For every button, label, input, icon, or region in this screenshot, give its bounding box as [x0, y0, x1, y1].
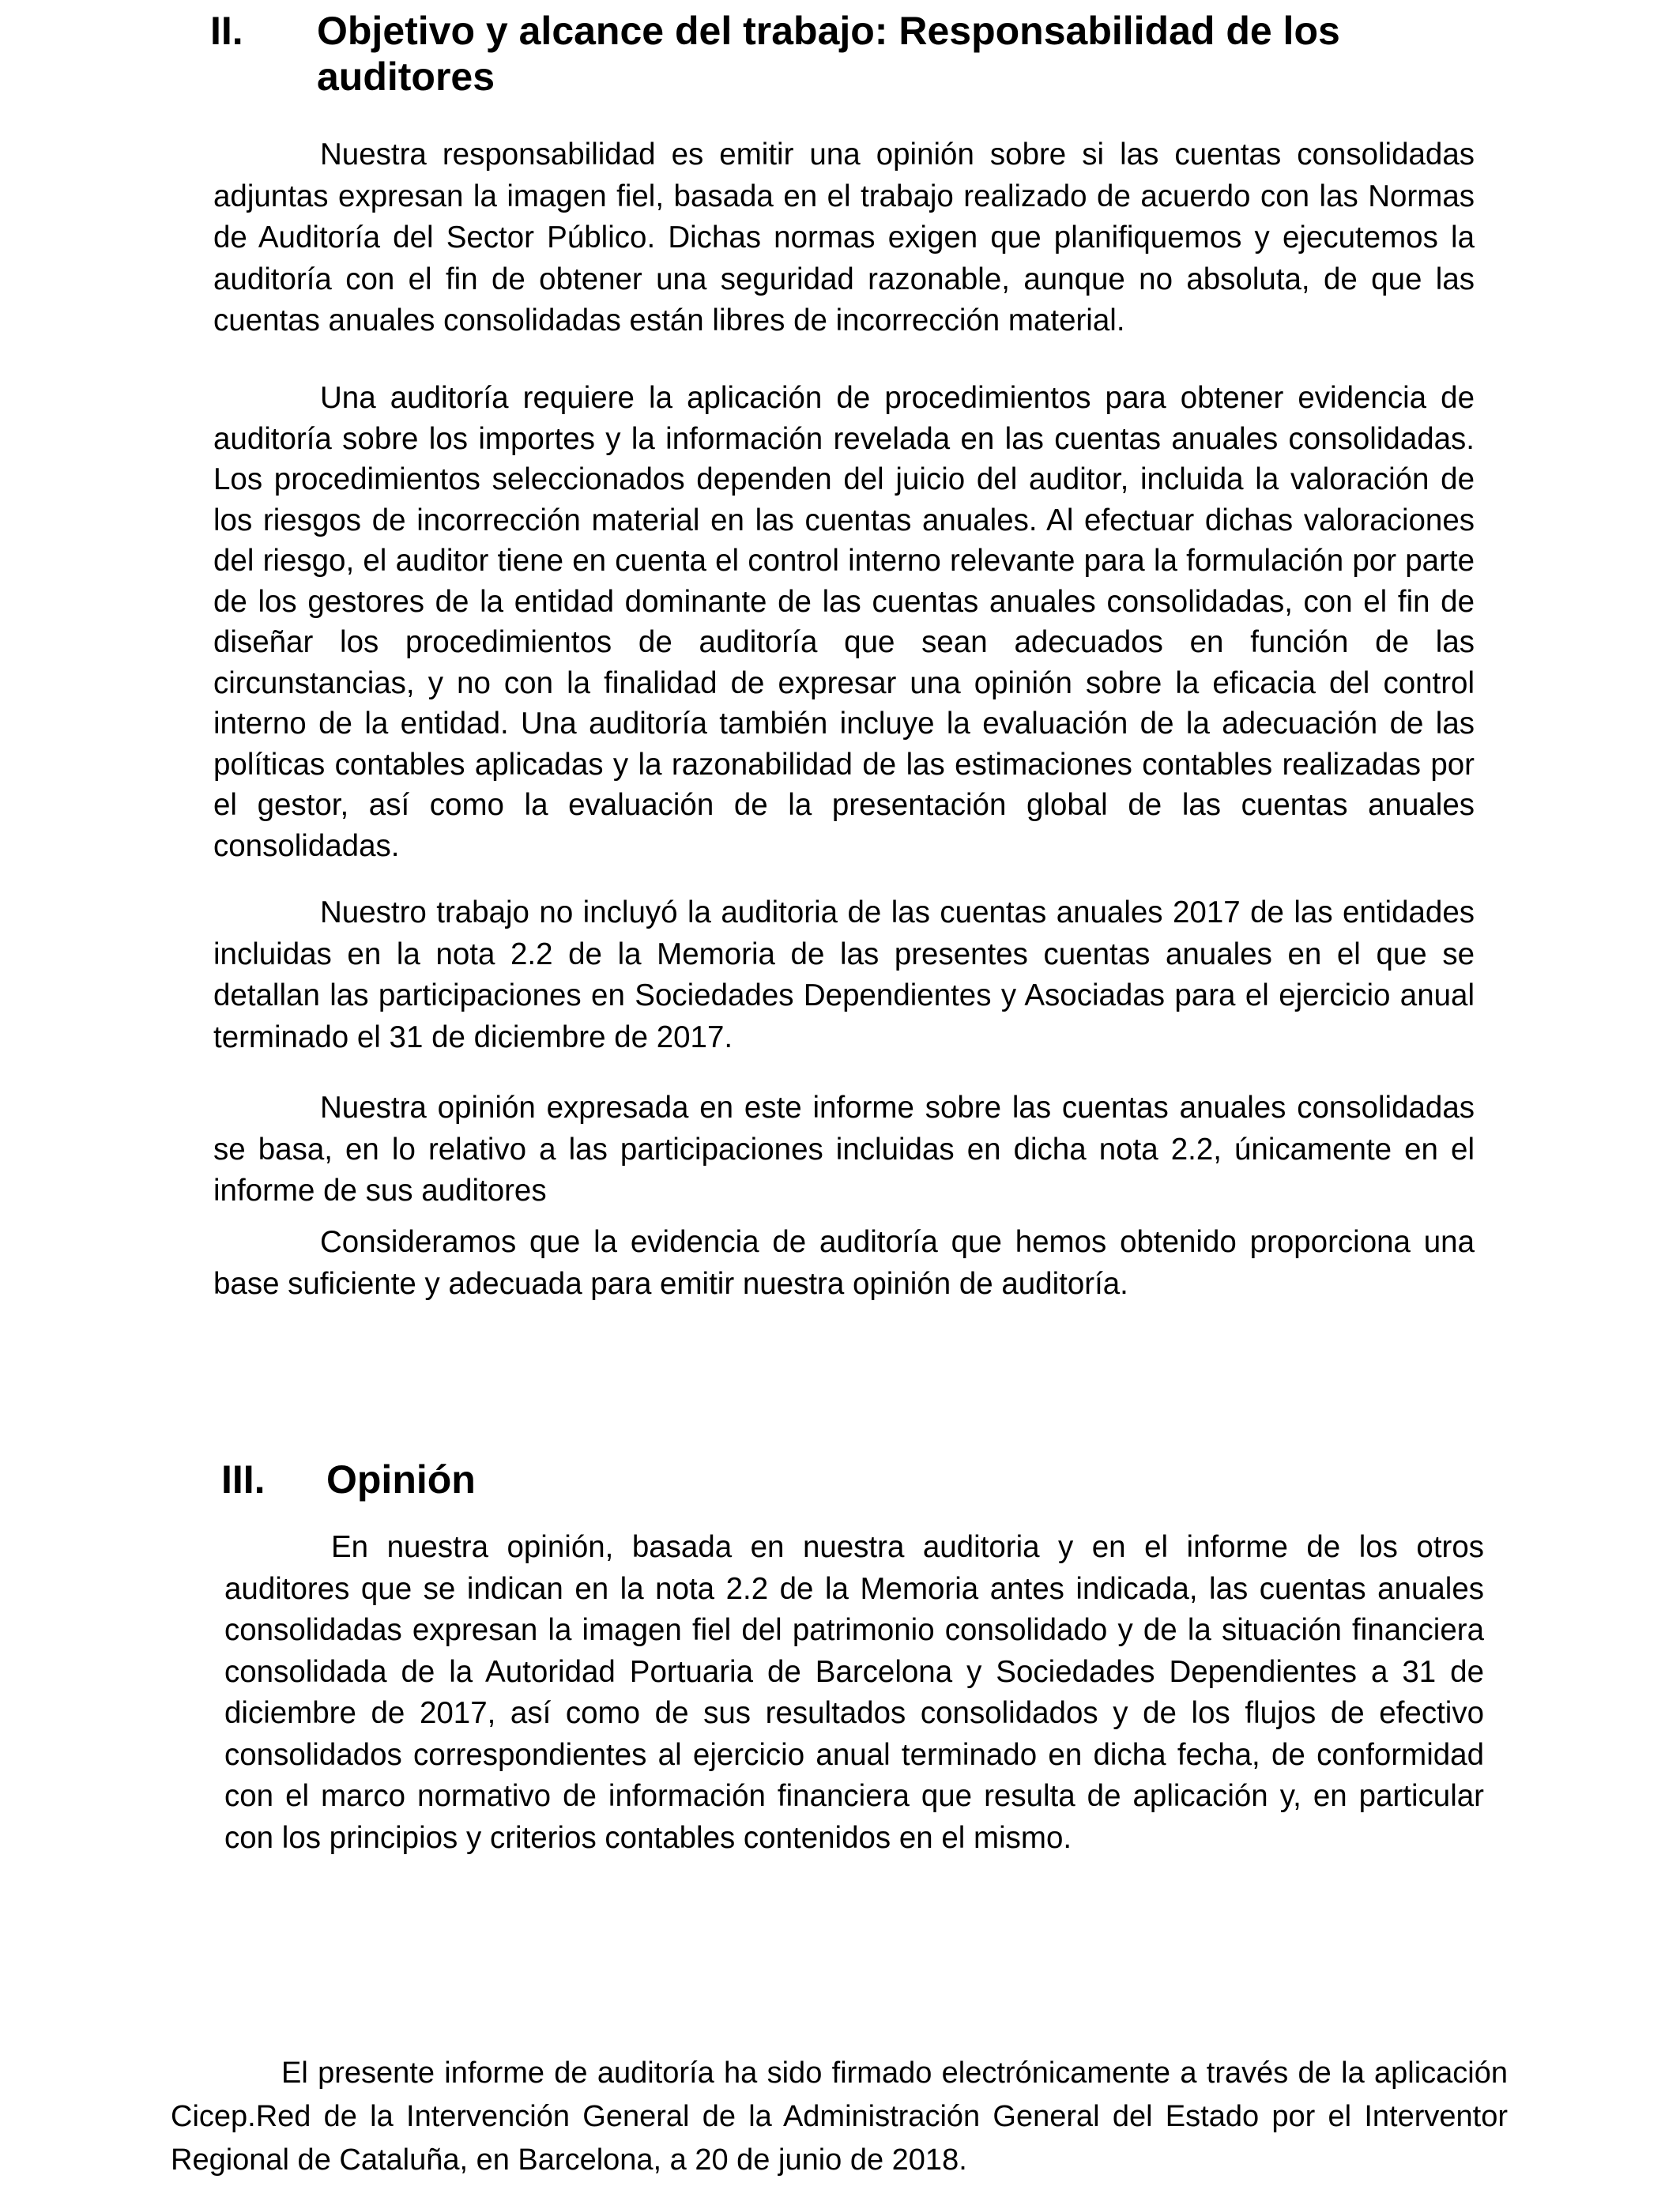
section-title: Opinión [326, 1457, 476, 1502]
signature-footer: El presente informe de auditoría ha sido firmado electrónicamente a través de la aplicación Cicep.Red de la Intervención General de la Administración General del Estado por el Interventor Regional de Cataluña, en Barcelona, a 20 de junio de 2018. [171, 2056, 1508, 2177]
paragraph: Nuestro trabajo no incluyó la auditoria de las cuentas anuales 2017 de las entidades incluidas en la nota 2.2 de la Memoria de las presentes cuentas anuales en el que se detallan las participaciones en Sociedades Dependientes y Asociadas para el ejercicio anual terminado el 31 de diciembre de 2017. [213, 895, 1475, 1054]
paragraph: Una auditoría requiere la aplicación de procedimientos para obtener evidencia de auditoría sobre los importes y la información revelada en las cuentas anuales consolidadas. Los procedimientos seleccionados dependen del juicio del auditor, incluida la valoración de los riesgos de incorrección material en las cuentas anuales. Al efectuar dichas valoraciones del riesgo, el auditor tiene en cuenta el control interno relevante para la formulación por parte de los gestores de la entidad dominante de las cuentas anuales consolidadas, con el fin de diseñar los procedimientos de auditoría que sean adecuados en función de las circunstancias, y no con la finalidad de expresar una opinión sobre la eficacia del control interno de la entidad. Una auditoría también incluye la evaluación de la adecuación de las políticas contables aplicadas y la razonabilidad de las estimaciones contables realizadas por el gestor, así como la evaluación de la presentación global de las cuentas anuales consolidadas. [213, 381, 1475, 863]
paragraph: Nuestra responsabilidad es emitir una opinión sobre si las cuentas consolidadas adjuntas expresan la imagen fiel, basada en el trabajo realizado de acuerdo con las Normas de Auditoría del Sector Público. Dichas normas exigen que planifiquemos y ejecutemos la auditoría con el fin de obtener una seguridad razonable, aunque no absoluta, de que las cuentas anuales consolidadas están libres de incorrección material. [213, 138, 1475, 337]
paragraph: Nuestra opinión expresada en este informe sobre las cuentas anuales consolidadas se basa, en lo relativo a las participaciones incluidas en dicha nota 2.2, únicamente en el informe de sus auditores [213, 1091, 1475, 1208]
section-heading [221, 1457, 1486, 1502]
section-number: II. [210, 9, 243, 53]
opinion-paragraph: En nuestra opinión, basada en nuestra auditoria y en el informe de los otros auditores que se indican en la nota 2.2 de la Memoria antes indicada, las cuentas anuales consolidadas expresan la imagen fiel del patrimonio consolidado y de la situación financiera consolidada de la Autoridad Portuaria de Barcelona y Sociedades Dependientes a 31 de diciembre de 2017, así como de sus resultados consolidados y de los flujos de efectivo consolidados correspondientes al ejercicio anual terminado en dicha fecha, de conformidad con el marco normativo de información financiera que resulta de aplicación y, en particular con los principios y criterios contables contenidos en el mismo. [224, 1530, 1484, 1855]
section-heading [210, 8, 1490, 100]
paragraph: Consideramos que la evidencia de auditoría que hemos obtenido proporciona una base suficiente y adecuada para emitir nuestra opinión de auditoría. [213, 1225, 1475, 1301]
section-title: Objetivo y alcance del trabajo: Responsabilidad de los auditores [317, 9, 1340, 99]
section-number: III. [221, 1457, 266, 1502]
